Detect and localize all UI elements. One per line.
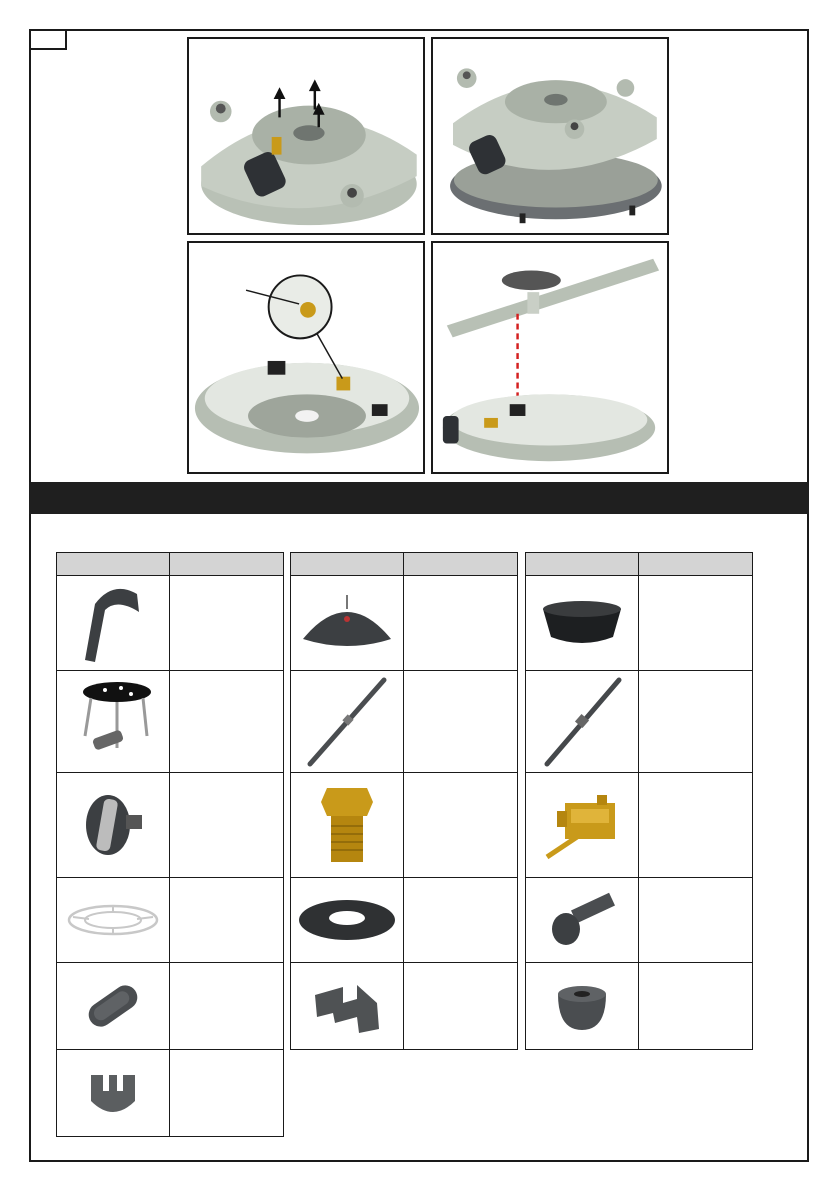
table-row	[291, 773, 518, 878]
table-row	[291, 878, 518, 963]
table-row	[291, 671, 518, 773]
part-image-gas-valve	[526, 773, 639, 878]
parts-table-2	[290, 552, 518, 1050]
part-description	[404, 963, 518, 1050]
parts-table-header	[404, 553, 518, 576]
parts-table-header	[639, 553, 753, 576]
parts-table-header	[57, 553, 170, 576]
table-row	[57, 576, 284, 671]
part-image-burner-assembly	[57, 671, 170, 773]
part-description	[170, 671, 284, 773]
part-image-control-knob	[57, 773, 170, 878]
part-description	[404, 671, 518, 773]
heater-align-illustration	[433, 243, 667, 472]
table-row	[57, 878, 284, 963]
heater-base-illustration	[189, 243, 423, 472]
part-image-bracket-clip	[291, 963, 404, 1050]
table-row	[526, 671, 753, 773]
table-row	[526, 963, 753, 1050]
table-row	[57, 963, 284, 1050]
part-image-cup-foot	[526, 963, 639, 1050]
part-description	[639, 963, 753, 1050]
part-image-threaded-rod	[291, 671, 404, 773]
part-description	[170, 963, 284, 1050]
part-description	[170, 773, 284, 878]
step-photo-separate	[431, 37, 669, 235]
parts-table-header	[291, 553, 404, 576]
part-image-brass-fitting	[291, 773, 404, 878]
table-row	[291, 963, 518, 1050]
part-description	[639, 671, 753, 773]
table-row	[526, 878, 753, 963]
part-image-thumb-screw	[526, 878, 639, 963]
part-description	[404, 576, 518, 671]
part-image-connecting-rod	[526, 671, 639, 773]
parts-table-header	[526, 553, 639, 576]
table-row	[526, 576, 753, 671]
table-row	[57, 671, 284, 773]
step-photo-align	[431, 241, 669, 474]
parts-table-3	[525, 552, 753, 1050]
heater-separate-illustration	[433, 39, 667, 233]
part-description	[170, 1050, 284, 1137]
part-image-dome-cover	[291, 576, 404, 671]
table-row	[291, 576, 518, 671]
part-description	[639, 773, 753, 878]
table-row	[526, 773, 753, 878]
part-description	[639, 576, 753, 671]
parts-table-header	[170, 553, 284, 576]
table-row	[57, 1050, 284, 1137]
step-photo-base-detail	[187, 241, 425, 474]
part-image-cap-nut	[57, 1050, 170, 1137]
part-description	[639, 878, 753, 963]
part-description	[404, 773, 518, 878]
part-image-drip-tray	[526, 576, 639, 671]
parts-table-1	[56, 552, 284, 1137]
part-description	[404, 878, 518, 963]
part-image-handle	[57, 576, 170, 671]
step-photo-lift-top	[187, 37, 425, 235]
part-description	[170, 878, 284, 963]
page-number-tab	[29, 29, 67, 50]
parts-list-heading	[29, 482, 809, 514]
part-image-gasket-ring	[291, 878, 404, 963]
part-description	[170, 576, 284, 671]
heater-top-illustration	[189, 39, 423, 233]
part-image-wire-ring	[57, 878, 170, 963]
table-row	[57, 773, 284, 878]
part-image-foot-pad	[57, 963, 170, 1050]
